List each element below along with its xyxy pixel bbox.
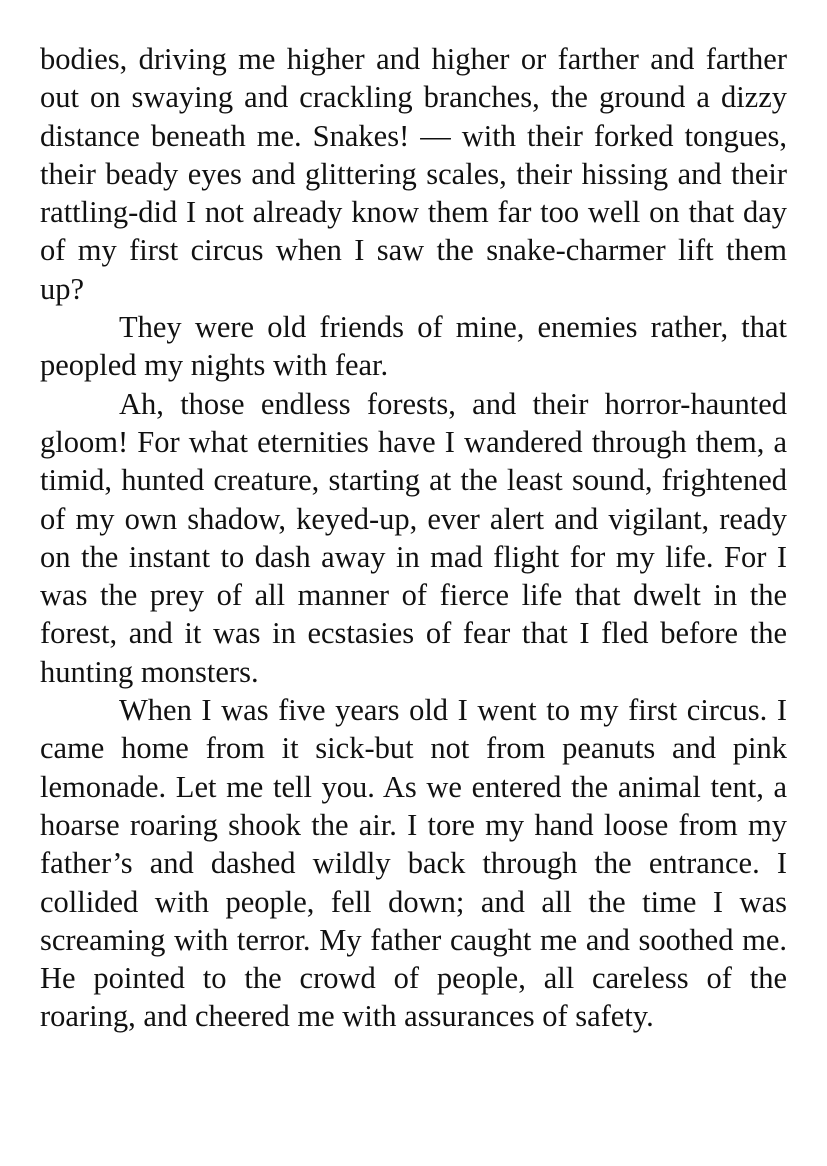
document-page (40, 40, 787, 1036)
paragraph-first-circus: When I was five years old I went to my first circus. I came home from it sick-but not from peanuts and pink lemonade. Let me tell you. As we entered the animal tent, a hoarse roaring shook the air. I tore my hand loose from my father’s and dashed wildly back through the entrance. I collided with people, fell down; and all the time I was screaming with terror. My father caught me and soothed me. He pointed to the crowd of people, all careless of the roaring, and cheered me with assurances of safety. (40, 693, 787, 1034)
paragraph-endless-forests: Ah, those endless forests, and their horror-haunted gloom! For what eternities have I wandered through them, a timid, hunted creature, starting at the least sound, frightened of my own shadow, keyed-up, ever alert and vigilant, ready on the instant to dash away in mad flight for my life. For I was the prey of all manner of fierce life that dwelt in the forest, and it was in ecstasies of fear that I fled before the hunting monsters. (40, 386, 787, 689)
paragraph-continued: bodies, driving me higher and higher or farther and farther out on swaying and crackling branches, the ground a dizzy distance beneath me. Snakes! — with their forked tongues, their beady eyes and glittering scales, their hissing and their rattling-did I not already know them far too well on that day of my first circus when I saw the snake-charmer lift them up? (40, 42, 787, 306)
paragraph-old-friends: They were old friends of mine, enemies rather, that peopled my nights with fear. (40, 310, 787, 383)
